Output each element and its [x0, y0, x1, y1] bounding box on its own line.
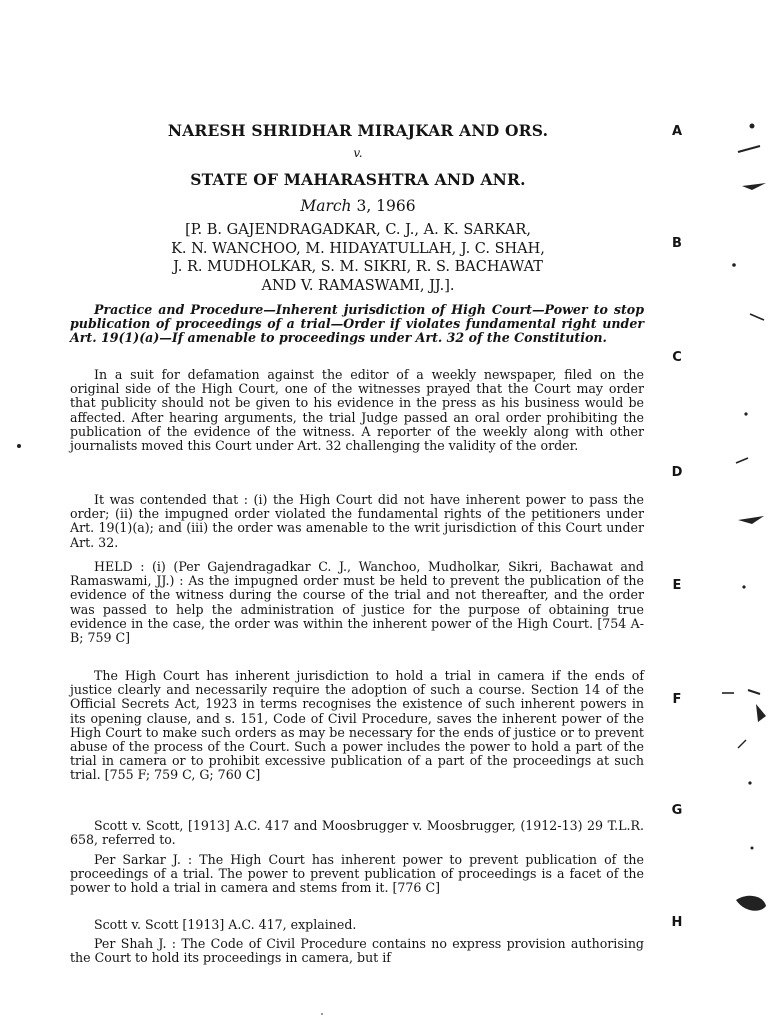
- respondent-title: STATE OF MAHARASHTRA AND ANR.: [190, 170, 526, 189]
- bench-line: J. R. MUDHOLKAR, S. M. SIKRI, R. S. BACHAWAT: [173, 259, 543, 275]
- margin-letter-f: F: [672, 692, 682, 707]
- held-paragraph: HELD : (i) (Per Gajendragadkar C. J., Wanchoo, Mudholkar, Sikri, Bachawat and Ramaswami, JJ.) : As the impugned order must be held to prevent the publication of the evidence of the witness during the course of the trial and not thereafter, and the order was passed to help the administration of justice for the purpose of obtaining true evidence in the case, the order was within the inherent power of the High Court. [754 A-B; 759 C]: [70, 559, 644, 646]
- case-title: NARESH SHRIDHAR MIRAJKAR AND ORS.: [167, 121, 549, 140]
- headnote-catchwords: Practice and Procedure—Inherent jurisdiction of High Court—Power to stop publication of proceedings of a trial—Order if violates fundamental right under Art. 19(1)(a)—If amenable to proceedings under Art. 32 of the Constitution.: [70, 302, 644, 346]
- margin-letter-g: G: [671, 803, 683, 818]
- margin-letter-b: B: [672, 236, 682, 251]
- margin-letter-c: C: [672, 350, 682, 365]
- date-month: March: [300, 197, 352, 215]
- facts-paragraph: In a suit for defamation against the editor of a weekly newspaper, filed on the original side of the High Court, one of the witnesses prayed that the Court may order that publicity should not be given to his evidence in the press as his business would be affected. After hearing arguments, the trial Judge passed an oral order prohibiting the publication of the evidence of the witness. A reporter of the weekly along with other journalists moved this Court under Art. 32 challenging the validity of the order.: [70, 367, 644, 454]
- bench-line: K. N. WANCHOO, M. HIDAYATULLAH, J. C. SHAH,: [171, 240, 545, 257]
- margin-letter-a: A: [671, 124, 683, 139]
- margin-letter-h: H: [671, 915, 683, 930]
- versus-label: v.: [353, 146, 363, 160]
- inherent-jurisdiction-paragraph: The High Court has inherent jurisdiction to hold a trial in camera if the ends of justice clearly and necessarily require the adoption of such a course. Section 14 of the Official Secrets Act, 1923 in terms recognises the existence of such inherent powers in its opening clause, and s. 151, Code of Civil Procedure, saves the inherent power of the High Court to make such orders as may be necessary for the ends of justice or to prevent abuse of the process of the Court. Such a power includes the power to hold a part of the trial in camera or to prohibit excessive publication of a part of the proceedings at such trial. [755 F; 759 C, G; 760 C]: [70, 668, 644, 783]
- cases-referred-paragraph: Scott v. Scott, [1913] A.C. 417 and Moosbrugger v. Moosbrugger, (1912-13) 29 T.L.R. 658, referred to.: [70, 818, 644, 848]
- shah-j-paragraph: Per Shah J. : The Code of Civil Procedure contains no express provision authorising the Court to hold its proceedings in camera, but if: [70, 936, 644, 966]
- margin-letter-e: E: [672, 578, 682, 593]
- contentions-paragraph: It was contended that : (i) the High Court did not have inherent power to pass the order; (ii) the impugned order violated the fundamental rights of the petitioners under Art. 19(1)(a); and (iii) the order was amenable to the writ jurisdiction of this Court under Art. 32.: [70, 492, 644, 550]
- bench-line: [P. B. GAJENDRAGADKAR, C. J., A. K. SARKAR,: [185, 222, 531, 238]
- bench-line: AND V. RAMASWAMI, JJ.].: [261, 277, 455, 294]
- scott-explained-paragraph: Scott v. Scott [1913] A.C. 417, explained.: [94, 917, 357, 932]
- margin-letter-d: D: [671, 465, 683, 480]
- sarkar-j-paragraph: Per Sarkar J. : The High Court has inherent power to prevent publication of the proceedings of a trial. The power to prevent publication of proceedings is a facet of the power to hold a trial in camera and stems from it. [776 C]: [70, 852, 644, 896]
- date-rest: 3, 1966: [356, 197, 416, 215]
